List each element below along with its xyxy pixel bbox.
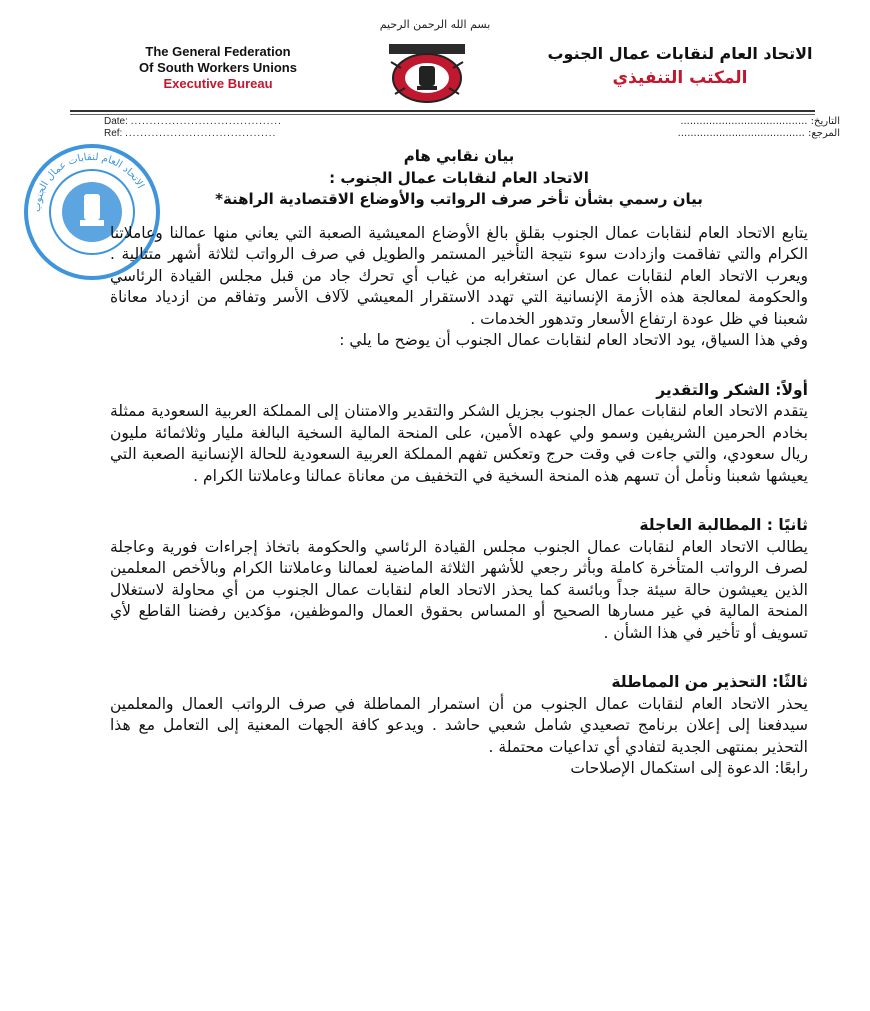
arabic-letterhead [520, 42, 840, 90]
section-3-text: يحذر الاتحاد العام لنقابات عمال الجنوب من أن استمرار المماطلة في صرف الرواتب العمال والمعلمين سيدفعنا إلى إعلان برنامج تصعيدي شامل شعبي حاشد . ويدعو كافة الجهات المعنية إلى التعامل مع هذا التحذير بمنتهى الجدية لتفادي أي تداعيات محتملة . [110, 694, 808, 756]
bureau-name-en: Executive Bureau [163, 76, 273, 91]
org-name-en-line1: The General Federation [145, 44, 291, 59]
org-name-en-line2: Of South Workers Unions [139, 60, 297, 75]
header-divider-thin [70, 114, 815, 115]
stamp-text: الاتحاد العام لنقابات عمال الجنوب [31, 151, 146, 213]
section-2-heading: ثانيًا : المطالبة العاجلة [639, 516, 808, 534]
english-letterhead [88, 44, 348, 92]
ar-date-label: التاريخ: [810, 116, 840, 127]
meta-fields-ar [678, 116, 840, 140]
meta-fields-en [104, 116, 282, 140]
ref-dots: ........................................ [125, 128, 277, 139]
statement-body [110, 146, 808, 780]
bureau-name-ar: المكتب التنفيذي [612, 68, 748, 88]
section-1-text: يتقدم الاتحاد العام لنقابات عمال الجنوب بجزيل الشكر والتقدير والامتنان إلى المملكة العربية السعودية ممثلة بخادم الحرمين الشريفين وسمو ولي عهده الأمين، على المنحة المالية السخية البالغة مليار وثلاثمائة مليون ريال سعودي، والتي جاءت في وقت حرج وتعكس تفهم المملكة العربية السعودية للحالة الإنسانية الصعبة التي يعيشها شعبنا ونأمل أن تسهم هذه المنحة السخية في التخفيف من معاناة عمالنا وعاملاتنا الكرام . [110, 402, 808, 485]
section-1-heading: أولاً: الشكر والتقدير [656, 380, 808, 399]
ar-ref-dots: ........................................ [677, 128, 805, 139]
union-logo-icon [381, 42, 473, 104]
header-divider [70, 110, 815, 112]
statement-issuer: الاتحاد العام لنقابات عمال الجنوب : [329, 168, 589, 187]
section-2-text: يطالب الاتحاد العام لنقابات عمال الجنوب مجلس القيادة الرئاسي والحكومة باتخاذ إجراءات فورية وعاجلة لصرف الرواتب المتأخرة كاملة وبأثر رجعي للأشهر الثلاثة الماضية لعمالنا وعاملاتنا الكرام وبالأخص المعلمين الذين يعيشون حالة سيئة جداً وبائسة كما يحذر الاتحاد العام لنقابات عمال الجنوب من أي محاولة لاستغلال المنحة المالية في غير مسارها الصحيح أو المساس بحقوق العمال والموظفين، مؤكدين رفضنا القاطع لأي تسويف أو تأخير في هذا الشأن . [110, 537, 808, 642]
date-dots: ........................................ [130, 116, 282, 127]
ar-ref-label: المرجع: [808, 128, 840, 139]
ref-label: Ref: [104, 128, 123, 139]
statement-title: بيان نقابي هام [403, 147, 515, 165]
section-4-heading: رابعًا: الدعوة إلى استكمال الإصلاحات [570, 759, 808, 777]
date-label: Date: [104, 116, 128, 127]
org-name-ar: الاتحاد العام لنقابات عمال الجنوب [547, 44, 813, 63]
intro-paragraph: يتابع الاتحاد العام لنقابات عمال الجنوب بقلق بالغ الأوضاع المعيشية الصعبة التي يعاني منها عمالنا وعاملاتنا الكرام والتي تفاقمت وازدادت سوء نتيجة التأخير المستمر والطويل في صرف الرواتب لثلاثة أشهر متتالية . ويعرب الاتحاد العام لنقابات عمال عن استغرابه من غياب أي تحرك جاد من قبل مجلس القيادة الرئاسي والحكومة لمعالجة هذه الأزمة الإنسانية التي تهدد الاستقرار المعيشي لآلاف الأسر وتفاقم من ازدياد معاناة شعبنا في ظل عودة ارتفاع الأسعار وتدهور الخدمات . [110, 223, 808, 328]
bismillah: بسم الله الرحمن الرحيم [379, 18, 491, 31]
context-paragraph: وفي هذا السياق، يود الاتحاد العام لنقابات عمال الجنوب أن يوضح ما يلي : [339, 331, 808, 349]
statement-subject: بيان رسمي بشأن تأخر صرف الرواتب والأوضاع الاقتصادية الراهنة* [215, 190, 703, 208]
ar-date-dots: ........................................ [680, 116, 808, 127]
section-3-heading: ثالثًا: التحذير من المماطلة [611, 673, 808, 691]
